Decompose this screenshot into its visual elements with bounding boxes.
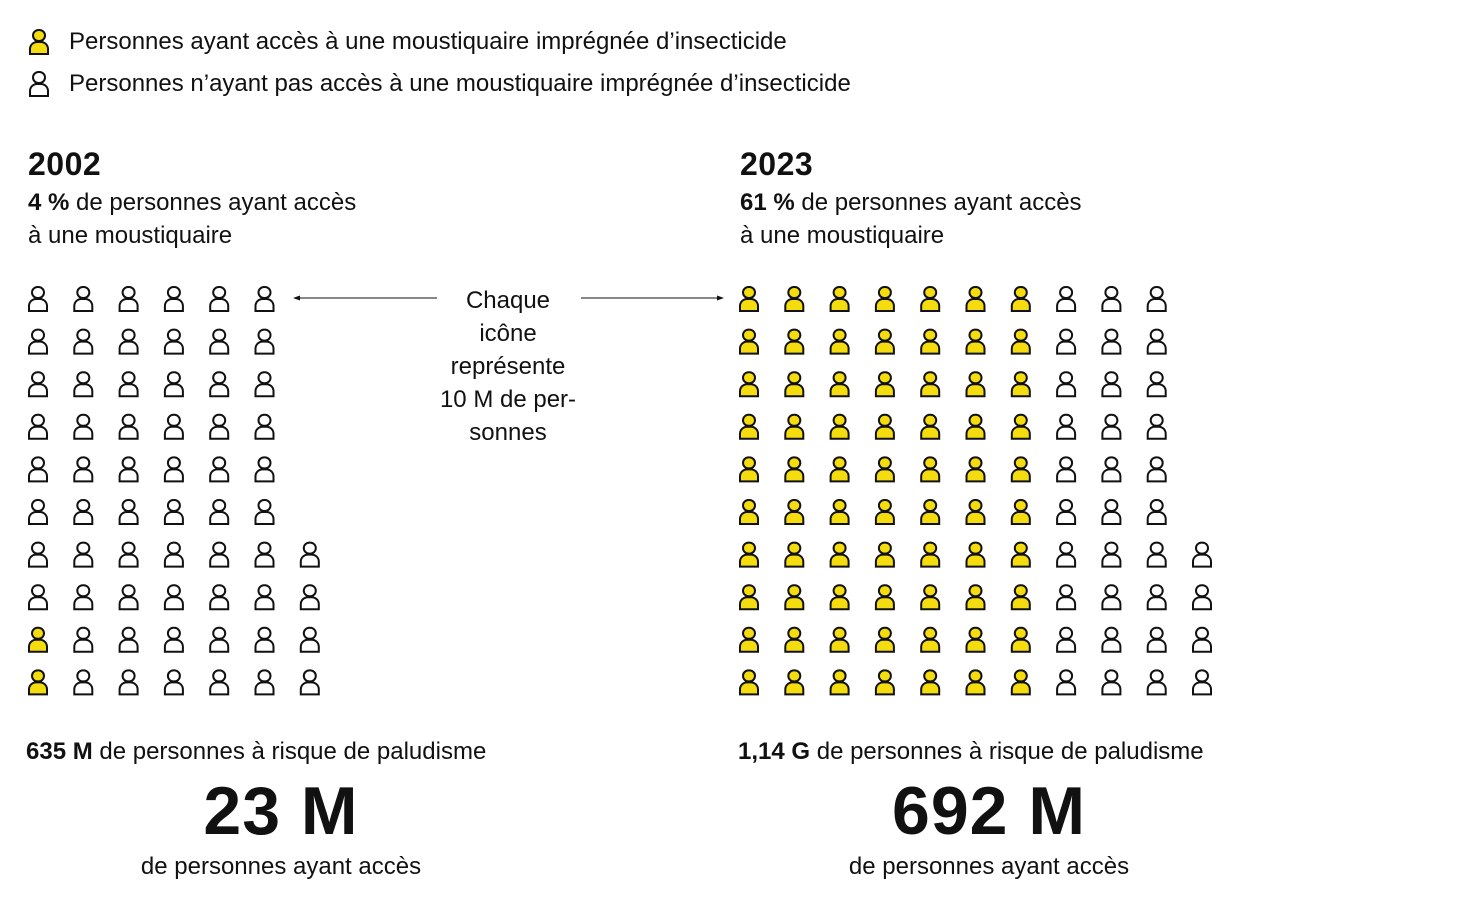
risk-text-2002: de personnes à risque de paludisme: [92, 738, 487, 765]
person-icon-without-net: [1102, 415, 1120, 439]
person-icon-with-net: [876, 372, 894, 396]
person-icon-without-net: [120, 585, 138, 609]
person-icon-without-net: [120, 372, 138, 396]
person-icon-without-net: [1102, 670, 1120, 694]
person-icon-without-net: [74, 330, 92, 354]
person-icon-with-net: [921, 415, 939, 439]
note-line-3: représente: [450, 353, 566, 380]
person-icon-without-net: [29, 287, 47, 311]
risk-2023: [738, 738, 1204, 766]
person-icon-without-net: [256, 500, 274, 524]
person-icon-with-net: [740, 287, 758, 311]
person-icon-without-net: [1148, 670, 1166, 694]
person-icon-with-net: [967, 287, 985, 311]
person-icon-with-net: [1012, 585, 1030, 609]
share-text2-2002: à une moustiquaire: [28, 222, 233, 249]
person-icon-without-net: [165, 585, 183, 609]
person-icon-without-net: [1057, 500, 1075, 524]
person-icon-without-net: [210, 628, 228, 652]
person-icon-with-net: [967, 372, 985, 396]
person-icon-without-net: [29, 457, 47, 481]
person-icon-with-net: [1012, 457, 1030, 481]
person-icon-with-net: [967, 457, 985, 481]
person-icon-without-net: [120, 670, 138, 694]
person-icon-with-net: [921, 287, 939, 311]
person-icon-with-net: [876, 500, 894, 524]
person-icon-without-net: [1148, 415, 1166, 439]
person-icon-with-net: [921, 628, 939, 652]
risk-2002: [26, 738, 486, 766]
person-icon-without-net: [1148, 287, 1166, 311]
person-icon-with-net: [740, 543, 758, 567]
person-icon-with-net: [921, 543, 939, 567]
person-icon-with-net: [785, 415, 803, 439]
person-icon-without-net: [1057, 670, 1075, 694]
access-value-2023: 692 M: [892, 773, 1086, 849]
person-icon-without-net: [210, 287, 228, 311]
person-icon-without-net: [29, 415, 47, 439]
person-icon-with-net: [831, 330, 849, 354]
arrow-left-icon: [293, 296, 300, 301]
person-icon-without-net: [256, 543, 274, 567]
person-icon-with-net: [831, 670, 849, 694]
person-icon-with-net: [785, 585, 803, 609]
person-icon-without-net: [1148, 330, 1166, 354]
person-icon-without-net: [120, 628, 138, 652]
person-icon-with-net: [967, 330, 985, 354]
pictogram-grid-2002: [29, 287, 319, 694]
person-icon-without-net: [29, 330, 47, 354]
person-icon-without-net: [74, 457, 92, 481]
share-value-2002: 4 %: [28, 189, 70, 216]
person-icon-without-net: [1148, 585, 1166, 609]
person-icon-with-net: [876, 628, 894, 652]
person-icon-with-net: [921, 500, 939, 524]
person-icon-without-net: [210, 543, 228, 567]
note-line-2: icône: [479, 320, 537, 347]
person-icon-with-net: [29, 670, 47, 694]
person-icon-without-net: [1193, 585, 1211, 609]
legend-label-without-net: Personnes n’ayant pas accès à une moustiquaire imprégnée d’insecticide: [69, 70, 851, 97]
person-icon-with-net: [740, 457, 758, 481]
person-icon-without-net: [29, 585, 47, 609]
person-icon-without-net: [1102, 287, 1120, 311]
person-icon-with-net: [785, 372, 803, 396]
person-icon-with-net: [921, 670, 939, 694]
person-icon-with-net: [785, 670, 803, 694]
person-icon-with-net: [831, 543, 849, 567]
person-icon-without-net: [210, 415, 228, 439]
person-icon-with-net: [921, 372, 939, 396]
person-icon-with-net: [1012, 500, 1030, 524]
person-icon-without-net: [301, 585, 319, 609]
person-icon-without-net: [165, 330, 183, 354]
person-icon-without-net: [1148, 372, 1166, 396]
person-icon-without-net: [1057, 415, 1075, 439]
person-icon-without-net: [165, 670, 183, 694]
person-icon-with-net: [785, 543, 803, 567]
person-icon-with-net: [1012, 372, 1030, 396]
person-icon-without-net: [256, 628, 274, 652]
person-icon-with-net: [785, 628, 803, 652]
person-icon-without-net: [1057, 585, 1075, 609]
person-icon-with-net: [831, 457, 849, 481]
risk-value-2023: 1,14 G: [738, 738, 811, 765]
person-icon-with-net: [967, 500, 985, 524]
person-icon-without-net: [1102, 330, 1120, 354]
person-icon-without-net: [74, 628, 92, 652]
pictogram-grid-2023: [740, 287, 1211, 694]
person-icon-with-net: [831, 500, 849, 524]
person-icon-with-net: [1012, 543, 1030, 567]
person-icon-without-net: [256, 330, 274, 354]
person-icon-with-net: [785, 500, 803, 524]
person-icon-without-net: [120, 287, 138, 311]
person-icon-without-net: [120, 330, 138, 354]
person-icon-without-net: [1193, 670, 1211, 694]
person-icon-without-net: [120, 543, 138, 567]
person-icon-with-net: [967, 628, 985, 652]
person-icon-with-net: [740, 330, 758, 354]
person-icon-with-net: [1012, 330, 1030, 354]
person-icon-with-net: [831, 372, 849, 396]
person-icon-with-net: [1012, 670, 1030, 694]
person-icon-without-net: [1057, 628, 1075, 652]
person-icon-with-net: [921, 330, 939, 354]
person-icon-without-net: [210, 330, 228, 354]
person-icon-without-net: [1102, 372, 1120, 396]
person-icon-with-net: [785, 457, 803, 481]
person-icon-without-net: [74, 372, 92, 396]
person-icon-with-net: [967, 670, 985, 694]
access-text-2023: de personnes ayant accès: [848, 853, 1130, 880]
person-icon-without-net: [165, 415, 183, 439]
person-icon-with-net: [831, 628, 849, 652]
person-icon-with-net: [831, 585, 849, 609]
person-icon-without-net: [74, 500, 92, 524]
note-line-1: Chaque: [465, 287, 551, 314]
person-icon-without-net: [1057, 457, 1075, 481]
person-icon-with-net: [740, 628, 758, 652]
person-icon-with-net: [740, 372, 758, 396]
person-icon-with-net: [1012, 628, 1030, 652]
note-line-4: 10 M de per-: [439, 386, 577, 413]
person-icon-without-net: [1148, 543, 1166, 567]
person-icon-with-net: [921, 585, 939, 609]
person-icon-without-net: [210, 670, 228, 694]
person-icon-without-net: [1102, 585, 1120, 609]
person-icon-without-net: [29, 372, 47, 396]
risk-text-2023: de personnes à risque de paludisme: [810, 738, 1204, 765]
person-icon-without-net: [1102, 628, 1120, 652]
person-icon-with-net: [740, 415, 758, 439]
person-icon-with-net: [876, 543, 894, 567]
person-icon-without-net: [1057, 330, 1075, 354]
year-2023: 2023: [740, 146, 814, 182]
person-icon-with-net: [876, 585, 894, 609]
person-icon-without-net: [1148, 628, 1166, 652]
person-icon-with-net: [1012, 415, 1030, 439]
person-icon-without-net: [1057, 287, 1075, 311]
person-icon-without-net: [301, 628, 319, 652]
person-icon-without-net: [256, 585, 274, 609]
person-icon-without-net: [120, 500, 138, 524]
share-value-2023: 61 %: [740, 189, 795, 216]
share-text-2023: de personnes ayant accès: [794, 189, 1082, 216]
person-icon-without-net: [120, 457, 138, 481]
icon-unit-note: [420, 284, 596, 449]
person-icon-with-net: [740, 500, 758, 524]
person-icon-without-net: [1057, 372, 1075, 396]
person-icon-without-net: [210, 457, 228, 481]
person-icon-with-net: [967, 543, 985, 567]
person-icon-without-net: [29, 543, 47, 567]
person-icon-with-net: [876, 670, 894, 694]
person-icon-without-net: [256, 287, 274, 311]
person-icon-without-net: [210, 585, 228, 609]
access-value-2002: 23 M: [203, 773, 359, 849]
person-icon-with-net: [876, 330, 894, 354]
share-text2-2023: à une moustiquaire: [740, 222, 945, 249]
person-icon-without-net: [74, 415, 92, 439]
person-icon-without-net: [1148, 457, 1166, 481]
person-icon-without-net: [1148, 500, 1166, 524]
person-icon-without-net: [165, 500, 183, 524]
person-icon-with-net: [831, 287, 849, 311]
person-icon-without-net: [301, 543, 319, 567]
person-icon-without-net: [165, 372, 183, 396]
person-icon-with-net: [967, 585, 985, 609]
person-icon-without-net: [256, 670, 274, 694]
person-icon-with-net: [1012, 287, 1030, 311]
person-icon-without-net: [29, 500, 47, 524]
person-icon-with-net: [876, 287, 894, 311]
person-icon-with-net: [831, 415, 849, 439]
note-line-5: sonnes: [469, 419, 547, 446]
share-text-2002: de personnes ayant accès: [69, 189, 357, 216]
person-icon-with-net: [921, 457, 939, 481]
person-icon-without-net: [74, 585, 92, 609]
person-icon-without-net: [256, 457, 274, 481]
person-icon-with-net: [967, 415, 985, 439]
person-icon-without-net: [74, 670, 92, 694]
person-icon-with-net: [740, 585, 758, 609]
person-icon-without-net: [1193, 628, 1211, 652]
person-icon-without-net: [210, 500, 228, 524]
person-icon-with-net: [876, 457, 894, 481]
person-icon-without-net: [1102, 457, 1120, 481]
person-icon-without-net: [210, 372, 228, 396]
person-icon-with-net: [29, 628, 47, 652]
person-icon-with-net: [876, 415, 894, 439]
person-icon-without-net: [165, 457, 183, 481]
person-icon-with-net: [740, 670, 758, 694]
person-icon-without-net: [165, 543, 183, 567]
person-icon-with-net: [785, 287, 803, 311]
risk-value-2002: 635 M: [26, 738, 93, 765]
person-icon-without-net: [1102, 500, 1120, 524]
legend-label-with-net: Personnes ayant accès à une moustiquaire imprégnée d’insecticide: [69, 28, 787, 55]
person-icon-without-net: [1102, 543, 1120, 567]
year-2002: 2002: [28, 146, 102, 182]
person-icon-without-net: [74, 543, 92, 567]
person-icon-without-net: [256, 415, 274, 439]
arrow-right-icon: [717, 296, 724, 301]
person-icon-without-net: [74, 287, 92, 311]
person-icon-with-net: [785, 330, 803, 354]
person-icon-without-net: [120, 415, 138, 439]
person-icon-without-net: [301, 670, 319, 694]
person-icon-without-net: [1057, 543, 1075, 567]
person-icon-without-net: [165, 628, 183, 652]
access-text-2002: de personnes ayant accès: [140, 853, 422, 880]
person-icon-without-net: [165, 287, 183, 311]
person-icon-without-net: [1193, 543, 1211, 567]
person-icon-without-net: [256, 372, 274, 396]
